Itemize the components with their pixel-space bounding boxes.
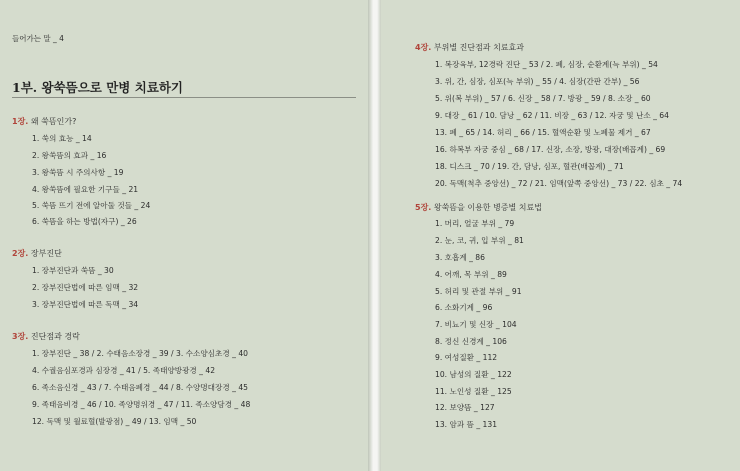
- chapter-4-heading: [415, 42, 524, 53]
- intro-header: 들어가는 말 _ 4: [12, 34, 64, 43]
- toc-item: 2. 왕쑥뜸의 효과 _ 16: [32, 151, 107, 160]
- chapter-1-heading: [12, 116, 76, 127]
- toc-item: 2. 장부진단법에 따른 임맥 _ 32: [32, 283, 139, 292]
- chapter-4-title: 부위별 진단점과 치료효과: [433, 43, 524, 52]
- chapter-5-title: 왕쑥뜸을 이용한 병증별 치료법: [433, 203, 542, 212]
- part-title: 1부. 왕쑥뜸으로 만병 치료하기: [12, 80, 184, 95]
- toc-item: 10. 남성의 질환 _ 122: [435, 370, 512, 379]
- toc-item: 5. 허리 및 관절 부위 _ 91: [435, 287, 522, 296]
- toc-item: 4. 어깨, 목 부위 _ 89: [435, 270, 507, 279]
- toc-item: 12. 보양뜸 _ 127: [435, 403, 495, 412]
- right-page: [381, 0, 740, 471]
- chapter-2-number: 2장.: [12, 249, 29, 258]
- toc-item: 4. 왕쑥뜸에 필요한 기구들 _ 21: [32, 185, 139, 194]
- toc-item: 5. 위(복 부위) _ 57 / 6. 신장 _ 58 / 7. 방광 _ 59 / 8. 소장 _ 60: [435, 94, 651, 103]
- toc-item: 18. 디스크 _ 70 / 19. 간, 담낭, 심포, 혈관(배꼽계) _ 71: [435, 162, 624, 171]
- toc-item: 6. 쑥뜸을 하는 방법(자구) _ 26: [32, 217, 137, 226]
- toc-item: 1. 쑥의 효능 _ 14: [32, 134, 92, 143]
- part-title-rule: [12, 97, 356, 98]
- toc-item: 8. 정신 신경계 _ 106: [435, 337, 507, 346]
- toc-item: 20. 독맥(척추 중앙선) _ 72 / 21. 임맥(앞쪽 중앙선) _ 73 / 22. 심초 _ 74: [435, 179, 683, 188]
- toc-item: 3. 호흡계 _ 86: [435, 253, 485, 262]
- chapter-1-number: 1장.: [12, 117, 29, 126]
- toc-item: 1. 복장육부, 12경락 진단 _ 53 / 2. 폐, 심장, 순환계(늑 부위) _ 54: [435, 60, 658, 69]
- chapter-3-number: 3장.: [12, 332, 29, 341]
- toc-item: 13. 폐 _ 65 / 14. 허리 _ 66 / 15. 혈액순환 및 노폐물 제거 _ 67: [435, 128, 651, 137]
- chapter-4-number: 4장.: [415, 43, 432, 52]
- toc-item: 7. 비뇨기 및 신장 _ 104: [435, 320, 517, 329]
- left-page: [0, 0, 368, 471]
- toc-item: 1. 장부진단과 쑥뜸 _ 30: [32, 266, 114, 275]
- toc-item: 9. 여성질환 _ 112: [435, 353, 498, 362]
- toc-item: 12. 독맥 및 월료혈(발광점) _ 49 / 13. 임맥 _ 50: [32, 417, 197, 426]
- book-gutter: [368, 0, 381, 471]
- chapter-3-heading: [12, 331, 80, 342]
- toc-item: 3. 장부진단법에 따른 독맥 _ 34: [32, 300, 139, 309]
- toc-item: 2. 눈, 코, 귀, 입 부위 _ 81: [435, 236, 524, 245]
- toc-item: 13. 암과 뜸 _ 131: [435, 420, 498, 429]
- toc-item: 9. 족태음비경 _ 46 / 10. 족양명위경 _ 47 / 11. 족소양담경 _ 48: [32, 400, 251, 409]
- toc-item: 3. 위, 간, 심장, 심포(늑 부위) _ 55 / 4. 심장(간판 간부) _ 56: [435, 77, 640, 86]
- toc-item: 1. 장부진단 _ 38 / 2. 수태음소장경 _ 39 / 3. 수소양심초경 _ 40: [32, 349, 248, 358]
- toc-item: 6. 소화기계 _ 96: [435, 303, 493, 312]
- toc-item: 5. 쑥뜸 뜨기 전에 알아둘 것들 _ 24: [32, 201, 151, 210]
- toc-item: 1. 머리, 얼굴 부위 _ 79: [435, 219, 515, 228]
- chapter-5-heading: [415, 202, 542, 213]
- chapter-5-number: 5장.: [415, 203, 432, 212]
- chapter-1-title: 왜 쑥뜸인가?: [30, 117, 77, 126]
- toc-item: 16. 하복부 자궁 중심 _ 68 / 17. 신장, 소장, 방광, 대장(배꼽계) _ 69: [435, 145, 666, 154]
- toc-item: 3. 왕쑥뜸 시 주의사항 _ 19: [32, 168, 124, 177]
- toc-item: 4. 수궐음심포경과 심장경 _ 41 / 5. 족태양방광경 _ 42: [32, 366, 216, 375]
- toc-item: 11. 노인성 질환 _ 125: [435, 387, 512, 396]
- toc-item: 9. 대장 _ 61 / 10. 담낭 _ 62 / 11. 비장 _ 63 / 12. 자궁 및 난소 _ 64: [435, 111, 669, 120]
- chapter-3-title: 진단점과 경락: [30, 332, 80, 341]
- chapter-2-heading: [12, 248, 62, 259]
- chapter-2-title: 장부진단: [30, 249, 62, 258]
- toc-item: 6. 족소음신경 _ 43 / 7. 수태음폐경 _ 44 / 8. 수양명대장경 _ 45: [32, 383, 248, 392]
